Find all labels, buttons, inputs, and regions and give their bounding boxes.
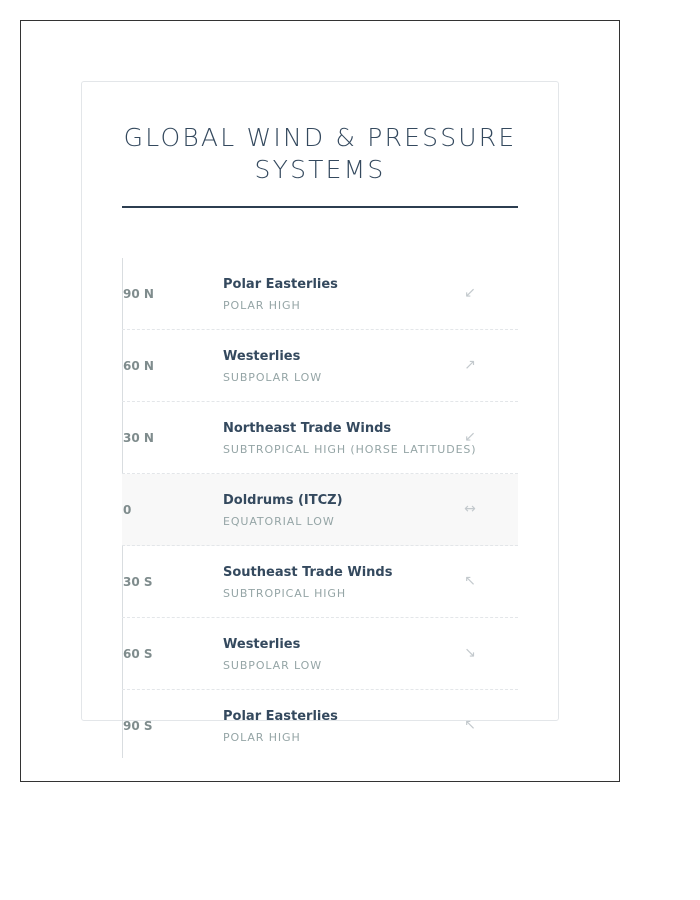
arrow-up-right-icon: ↗ — [464, 357, 476, 373]
pressure-system: SUBTROPICAL HIGH (HORSE LATITUDES) — [223, 443, 477, 456]
latitude-label: 30 N — [123, 431, 154, 445]
wind-name: Doldrums (ITCZ) — [223, 493, 343, 508]
pressure-system: SUBTROPICAL HIGH — [223, 587, 347, 600]
pressure-system: EQUATORIAL LOW — [223, 515, 335, 528]
latitude-label: 90 S — [123, 719, 153, 733]
list-item — [122, 546, 518, 618]
latitude-label: 60 N — [123, 359, 154, 373]
latitude-label: 90 N — [123, 287, 154, 301]
pressure-system: POLAR HIGH — [223, 299, 301, 312]
wind-name: Northeast Trade Winds — [223, 421, 392, 436]
arrow-left-right-icon: ↔ — [464, 501, 476, 517]
page-title: GLOBAL WIND & PRESSURE SYSTEMS — [123, 123, 517, 184]
wind-name: Westerlies — [223, 637, 301, 652]
arrow-down-left-icon: ↙ — [464, 285, 476, 301]
latitude-label: 0 — [123, 503, 132, 517]
list-item — [122, 258, 518, 330]
list-item — [122, 330, 518, 402]
arrow-up-left-icon: ↖ — [464, 573, 476, 589]
wind-name: Polar Easterlies — [223, 709, 338, 724]
list-item-highlighted — [122, 474, 518, 546]
pressure-system: SUBPOLAR LOW — [223, 371, 322, 384]
latitude-label: 30 S — [123, 575, 153, 589]
pressure-system: POLAR HIGH — [223, 731, 301, 744]
wind-name: Westerlies — [223, 349, 301, 364]
wind-system-list — [122, 258, 518, 761]
pressure-system: SUBPOLAR LOW — [223, 659, 322, 672]
latitude-label: 60 S — [123, 647, 153, 661]
list-item — [122, 690, 518, 761]
list-item — [122, 618, 518, 690]
wind-name: Polar Easterlies — [223, 277, 338, 292]
wind-name: Southeast Trade Winds — [223, 565, 393, 580]
arrow-up-left-icon: ↖ — [464, 717, 476, 733]
arrow-down-right-icon: ↘ — [464, 645, 476, 661]
arrow-down-left-icon: ↙ — [464, 429, 476, 445]
list-item — [122, 402, 518, 474]
title-divider — [122, 206, 518, 208]
